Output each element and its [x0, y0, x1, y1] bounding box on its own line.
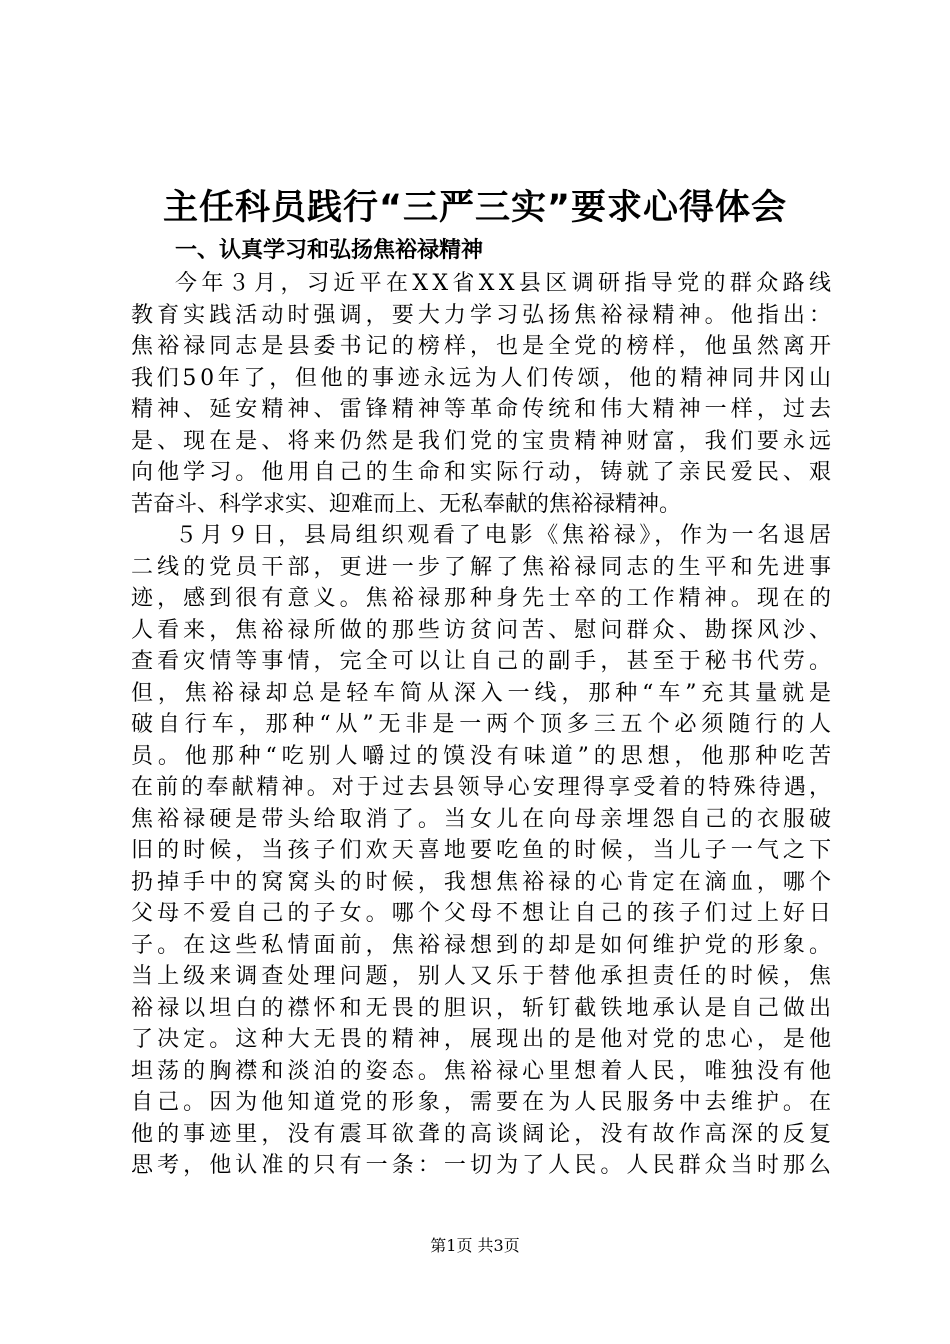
section-heading: 一、认真学习和弘扬焦裕禄精神 [175, 238, 484, 263]
text-line: 我们50年了，但他的事迹永远为人们传颂，他的精神同井冈山 [131, 365, 835, 391]
text-line: 教育实践活动时强调，要大力学习弘扬焦裕禄精神。他指出： [131, 302, 836, 328]
text-line: 精神、延安精神、雷锋精神等革命传统和伟大精神一样，过去 [131, 397, 836, 422]
text-line: 旧的时候，当孩子们欢天喜地要吃鱼的时候，当儿子一气之下 [131, 838, 836, 863]
text-line: 思考，他认准的只有一条：一切为了人民。人民群众当时那么 [131, 1153, 836, 1178]
text-line: 他的事迹里，没有震耳欲聋的高谈阔论，没有故作高深的反复 [131, 1121, 836, 1147]
document-title: 主任科员践行“三严三实”要求心得体会 [162, 188, 787, 228]
text-line: 迹，感到很有意义。焦裕禄那种身先士卒的工作精神。现在的 [131, 586, 836, 611]
text-line: 当上级来调查处理问题，别人又乐于替他承担责任的时候，焦 [131, 964, 836, 989]
text-line: 人看来，焦裕禄所做的那些访贫问苦、慰问群众、勘探风沙、 [131, 617, 836, 643]
text-line: 二线的党员干部，更进一步了解了焦裕禄同志的生平和先进事 [131, 554, 836, 580]
text-line: 向他学习。他用自己的生命和实际行动，铸就了亲民爱民、艰 [131, 460, 836, 485]
text-line: 查看灾情等事情，完全可以让自己的副手，甚至于秘书代劳。 [131, 649, 836, 674]
text-line: 裕禄以坦白的襟怀和无畏的胆识，斩钉截铁地承认是自己做出 [131, 995, 836, 1021]
text-line: 父母不爱自己的子女。哪个父母不想让自己的孩子们过上好日 [131, 901, 836, 926]
text-line: 今年３月，习近平在XX省XX县区调研指导党的群众路线 [175, 271, 836, 296]
page-footer: 第1页 共3页 [430, 1236, 520, 1255]
text-line: 苦奋斗、科学求实、迎难而上、无私奉献的焦裕禄精神。 [131, 491, 682, 517]
text-line: ５月９日，县局组织观看了电影《焦裕禄》，作为一名退居 [175, 523, 835, 548]
text-line: 焦裕禄硬是带头给取消了。当女儿在向母亲埋怨自己的衣服破 [131, 806, 836, 832]
text-line: 员。他那种“吃别人嚼过的馍没有味道”的思想，他那种吃苦 [131, 743, 836, 769]
text-line: 是、现在是、将来仍然是我们党的宝贵精神财富，我们要永远 [131, 428, 836, 454]
text-line: 子。在这些私情面前，焦裕禄想到的却是如何维护党的形象。 [131, 932, 836, 958]
text-line: 扔掉手中的窝窝头的时候，我想焦裕禄的心肯定在滴血，哪个 [131, 869, 836, 895]
text-line: 破自行车，那种“从”无非是一两个顶多三五个必须随行的人 [131, 712, 836, 737]
text-line: 焦裕禄同志是县委书记的榜样，也是全党的榜样，他虽然离开 [131, 334, 836, 359]
text-line: 在前的奉献精神。对于过去县领导心安理得享受着的特殊待遇， [131, 775, 835, 800]
body-text [131, 268, 836, 1182]
text-line: 自己。因为他知道党的形象，需要在为人民服务中去维护。在 [131, 1090, 836, 1115]
text-line: 坦荡的胸襟和淡泊的姿态。焦裕禄心里想着人民，唯独没有他 [131, 1058, 836, 1084]
text-line: 了决定。这种大无畏的精神，展现出的是他对党的忠心，是他 [131, 1027, 836, 1052]
text-line: 但，焦裕禄却总是轻车简从深入一线，那种“车”充其量就是 [131, 680, 836, 706]
